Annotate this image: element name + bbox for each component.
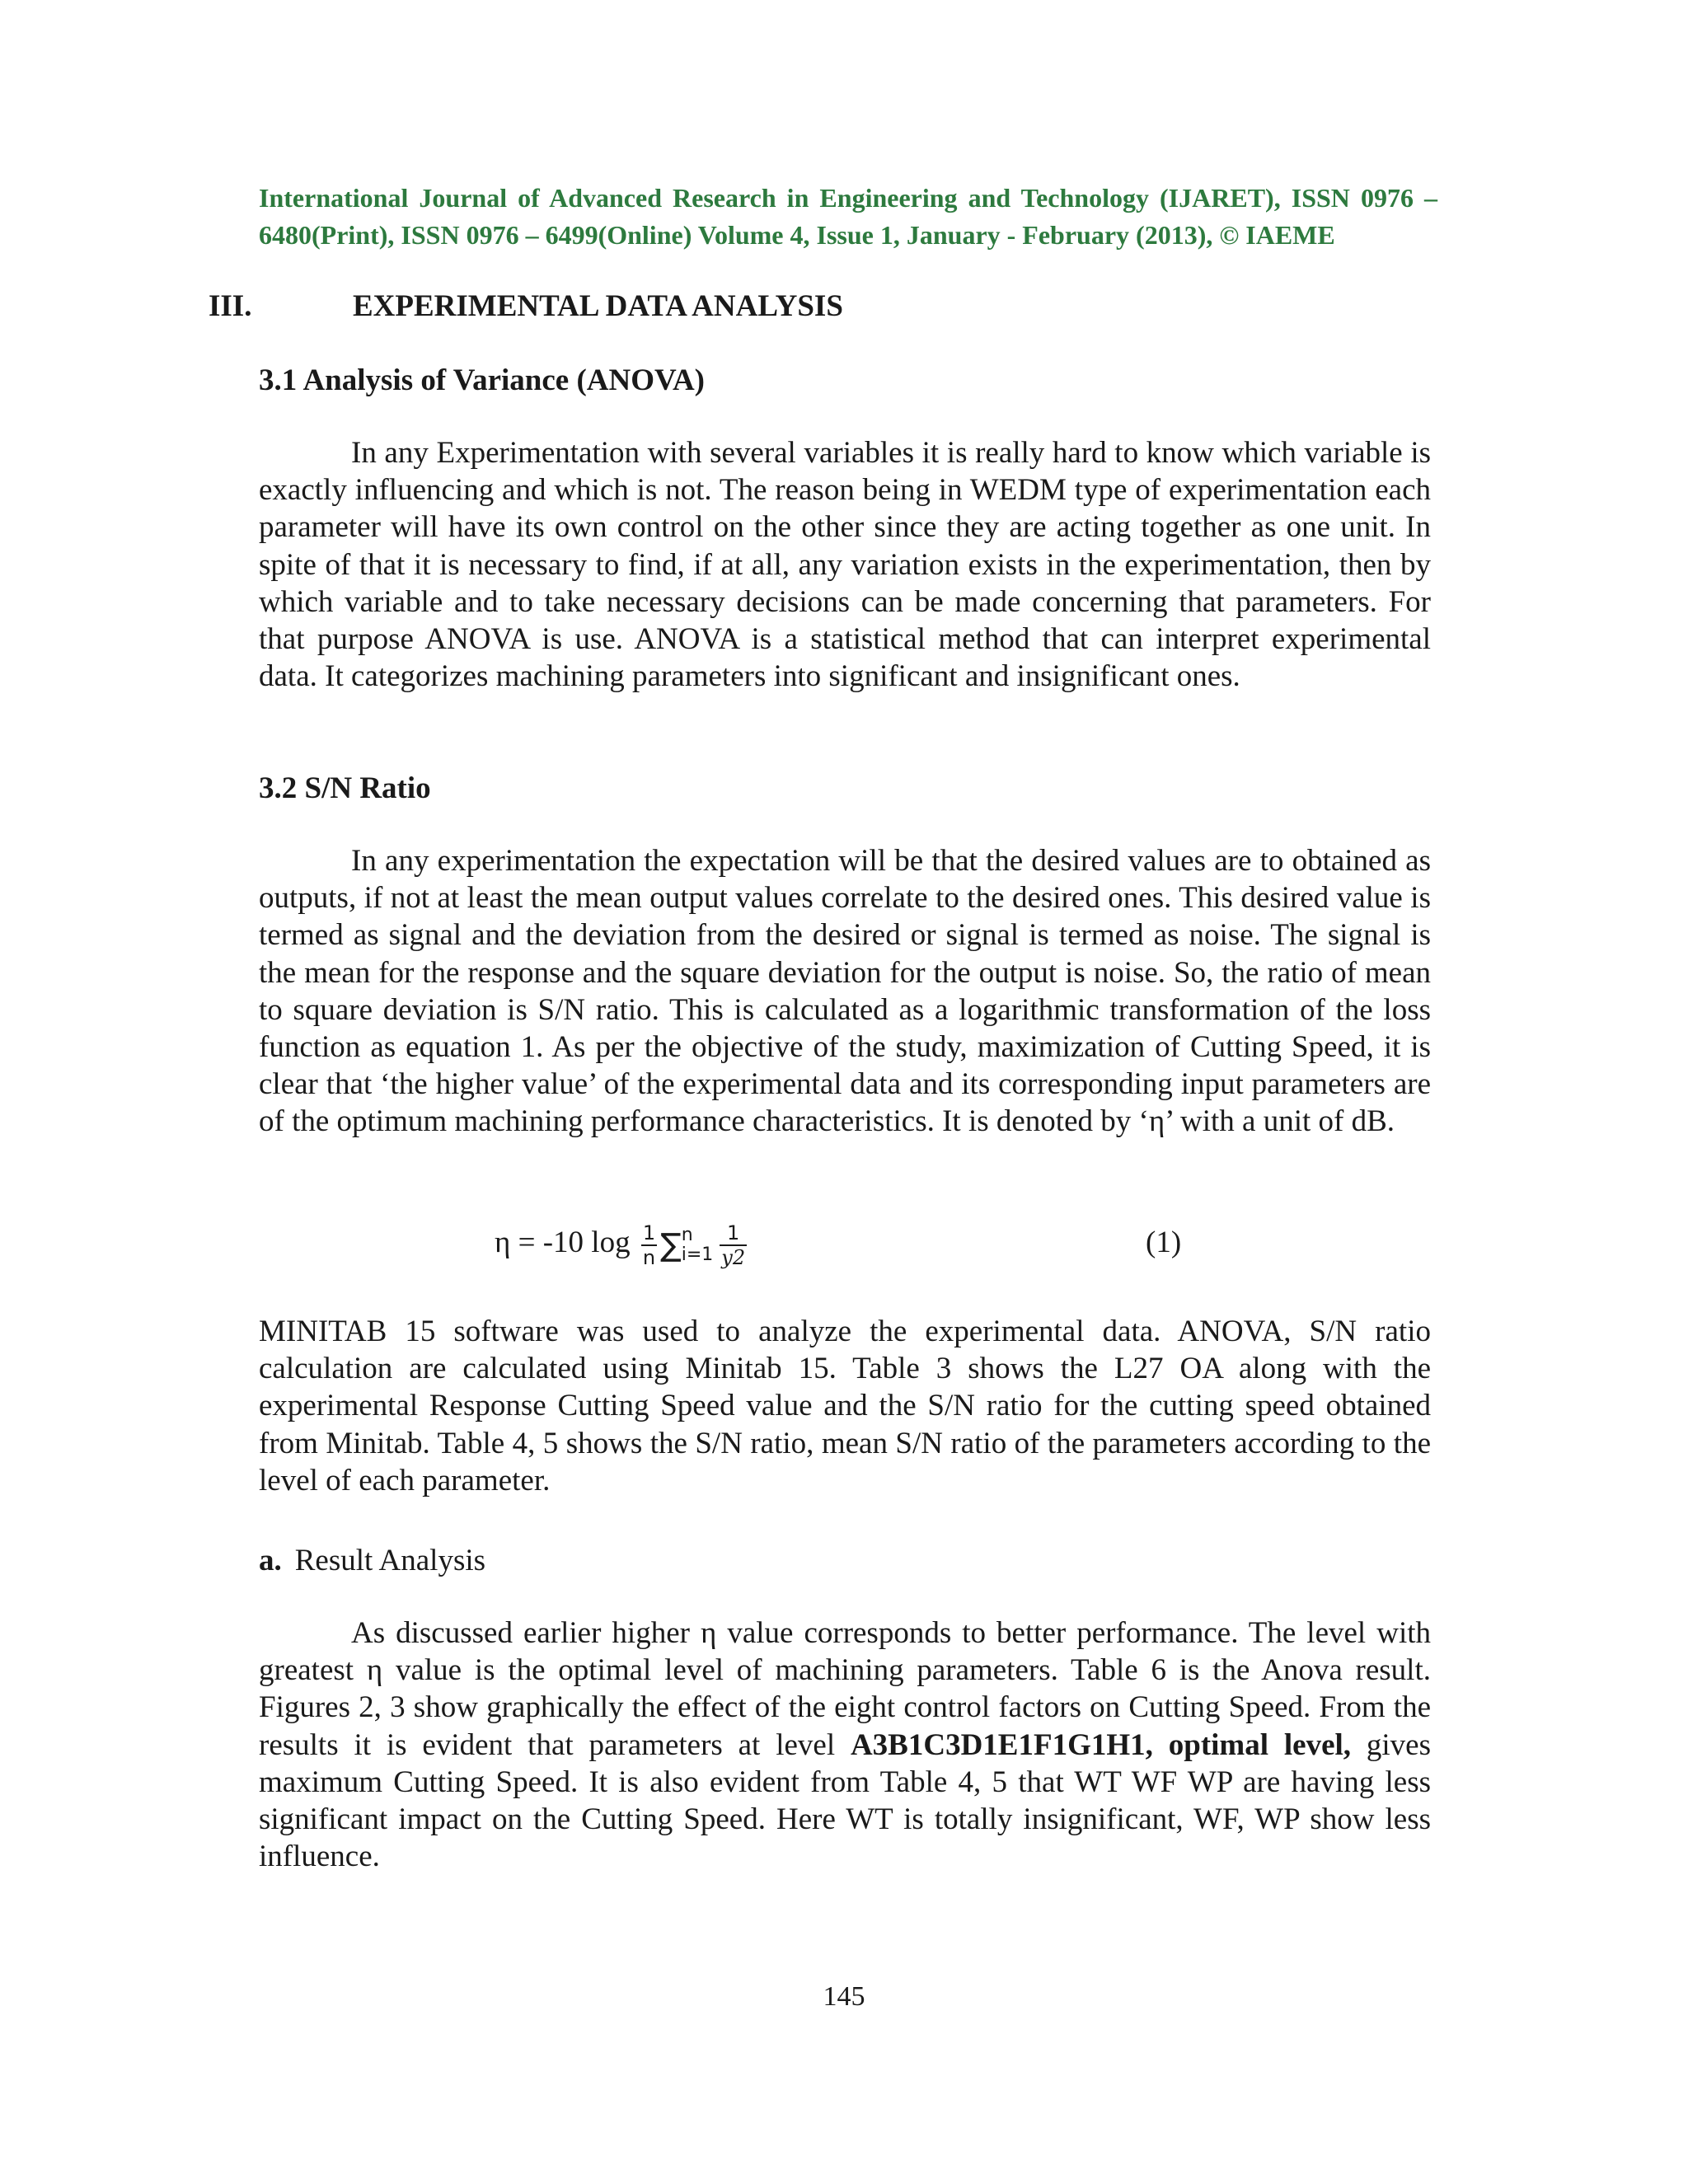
section-heading [209, 288, 843, 325]
result-heading-text: Result Analysis [294, 1544, 486, 1577]
equation-number: (1) [1146, 1226, 1182, 1259]
section-title: EXPERIMENTAL DATA ANALYSIS [353, 289, 843, 323]
equation-fraction-1n [641, 1221, 657, 1269]
result-text-after: gives maximum Cutting Speed. It is also evident from Table 4, 5 that WT WF WP are having less significant impact on the Cutting Speed. Here WT is totally insignificant, WF, WP show less influence. [259, 1727, 1431, 1874]
summation-limits [682, 1226, 714, 1265]
equation-fraction-1y2 [720, 1221, 747, 1269]
anova-paragraph [259, 434, 1431, 695]
section-number: III. [209, 289, 252, 323]
result-text-before: As discussed earlier higher η value corresponds to better performance. The level with greatest η value is the optimal level of machining parameters. Table 6 is the Anova result. Figures 2, 3 show graphically the effect of the eight control factors on Cutting Speed. From the results it is evident that parameters at level [259, 1616, 1431, 1762]
minitab-paragraph: MINITAB 15 software was used to analyze the experimental data. ANOVA, S/N ratio calculation are calculated using Minitab 15. Table 3 shows the L27 OA along with the experimental Response Cutting Speed value and the S/N ratio for the cutting speed obtained from Minitab. Table 4, 5 shows the S/N ratio, mean S/N ratio of the parameters according to the level of each parameter. [259, 1315, 1431, 1497]
sn-ratio-heading: 3.2 S/N Ratio [259, 771, 431, 805]
journal-header: International Journal of Advanced Research in Engineering and Technology (IJARET), ISSN 0976 – 6480(Print), ISSN 0976 – 6499(Online) Volume 4, Issue 1, January - February (2013), © IAEME [259, 183, 1437, 250]
sn-ratio-paragraph-text: In any experimentation the expectation will be that the desired values are to obtained as outputs, if not at least the mean output values correlate to the desired ones. This desired value is termed as signal and the deviation from the desired or signal is termed as noise. The signal is the mean for the response and the square deviation for the output is noise. So, the ratio of mean to square deviation is S/N ratio. This is calculated as a logarithmic transformation of the loss function as equation 1. As per the objective of the study, maximization of Cutting Speed, it is clear that ‘the higher value’ of the experimental data and its corresponding input parameters are of the optimum machining performance characteristics. It is denoted by ‘η’ with a unit of dB. [259, 844, 1431, 1139]
summation-upper: n [681, 1224, 693, 1245]
fraction-denominator: y2 [721, 1245, 746, 1269]
anova-heading: 3.1 Analysis of Variance (ANOVA) [259, 363, 705, 397]
sn-ratio-equation [495, 1218, 750, 1270]
result-analysis-heading [259, 1543, 485, 1579]
fraction-numerator: 1 [642, 1221, 656, 1244]
fraction-denominator: n [642, 1245, 656, 1269]
sn-ratio-paragraph [259, 842, 1431, 1141]
result-label: a. [259, 1544, 282, 1577]
page-number: 145 [823, 1981, 865, 2012]
optimal-level-text: A3B1C3D1E1F1G1H1, optimal level, [850, 1727, 1352, 1762]
summation-lower: i=1 [681, 1244, 714, 1265]
fraction-numerator: 1 [720, 1221, 747, 1246]
anova-paragraph-text: In any Experimentation with several variables it is really hard to know which variable is exactly influencing and which is not. The reason being in WEDM type of experimentation each parameter will have its own control on the other since they are acting together as one unit. In spite of that it is necessary to find, if at all, any variation exists in the experimentation, then by which variable and to take necessary decisions can be made concerning that parameters. For that purpose ANOVA is use. ANOVA is a statistical method that can interpret experimental data. It categorizes machining parameters into significant and insignificant ones. [259, 436, 1431, 694]
equation-lhs: η = -10 log [495, 1226, 631, 1259]
result-paragraph [259, 1615, 1431, 1875]
summation-symbol: ∑ [660, 1226, 682, 1263]
